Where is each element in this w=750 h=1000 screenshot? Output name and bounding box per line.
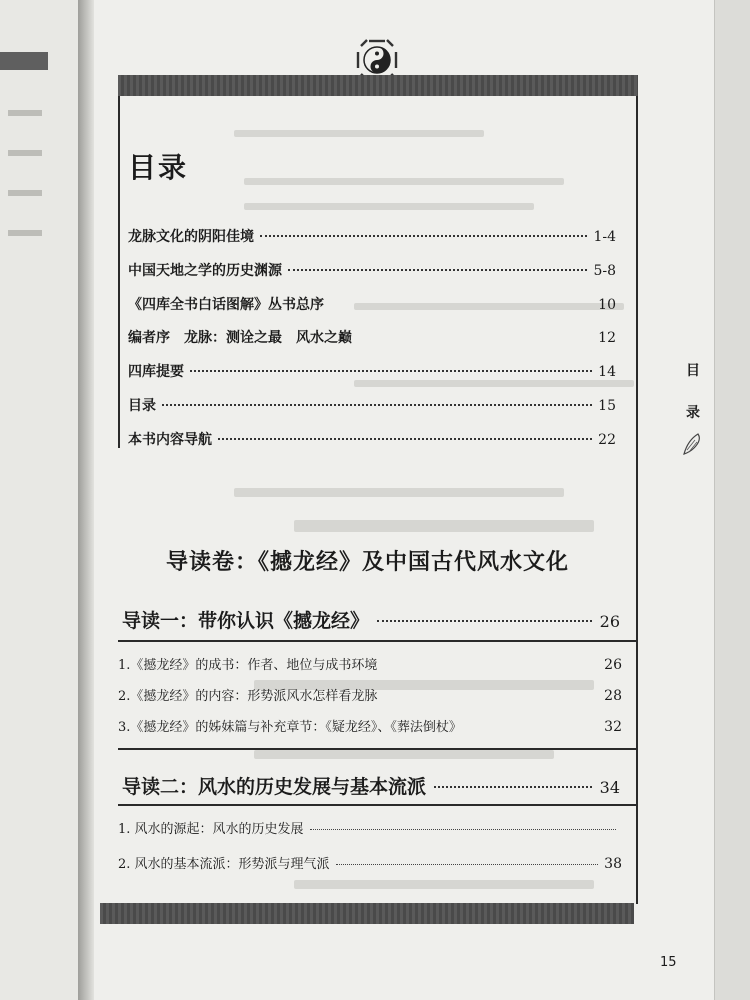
toc-entry-page: 10 [598,297,616,313]
left-page-edge [0,0,79,1000]
section-page: 28 [604,688,622,704]
chapter-rule [118,748,636,750]
toc-entry-title: 本书内容导航 [128,432,212,448]
section-entry [118,716,622,735]
chapter-entry [122,772,620,799]
section-title: 1.《撼龙经》的成书：作者、地位与成书环境 [118,658,378,673]
fish-ornament-icon [680,430,704,460]
toc-entry-title: 四库提要 [128,364,184,380]
toc-entry [128,260,616,282]
chapter-rule [118,804,636,806]
side-tab-char: 录 [686,405,700,421]
next-page-edge [714,0,750,1000]
chapter-page: 26 [599,612,620,631]
toc-entry-title: 龙脉文化的阴阳佳境 [128,229,254,245]
section-title: 2. 风水的基本流派：形势派与理气派 [118,857,330,872]
toc-entry [128,294,616,316]
footer-bar [100,903,634,924]
toc-entry-page: 12 [598,330,616,346]
section-title: 1. 风水的源起：风水的历史发展 [118,822,304,837]
toc-entry-page: 22 [598,432,616,448]
section-page: 38 [604,856,622,872]
section-entry [118,853,622,872]
left-page-ghost-text [8,190,42,196]
section-entry [118,685,622,704]
header-bar [118,75,638,96]
toc-entry-title: 《四库全书白话图解》丛书总序 [128,297,324,313]
section-entry [118,818,622,837]
left-page-ghost-text [8,110,42,116]
toc-entry-title: 编者序 龙脉：测诠之最 风水之巅 [128,330,352,346]
toc-heading: 目录 [128,151,189,184]
section-page: 32 [604,719,622,735]
section-title: 2.《撼龙经》的内容：形势派风水怎样看龙脉 [118,689,378,704]
toc-entry-page: 14 [598,364,616,380]
frame-left-rule [118,96,120,448]
volume-heading: 导读卷：《撼龙经》及中国古代风水文化 [166,550,570,575]
toc-entry [128,226,616,248]
chapter-entry [122,606,620,633]
toc-entry [128,395,616,417]
section-title: 3.《撼龙经》的姊妹篇与补充章节：《疑龙经》、《葬法倒杖》 [118,720,462,735]
toc-entry-page: 5-8 [593,263,616,279]
frame-right-rule [636,96,638,904]
left-page-ghost-text [8,230,42,236]
chapter-page: 34 [599,778,620,797]
toc-entry-title: 中国天地之学的历史渊源 [128,263,282,279]
chapter-title: 导读一：带你认识《撼龙经》 [122,610,370,632]
toc-entry-page: 1-4 [593,229,616,245]
section-page: 26 [604,657,622,673]
left-page-header-bar [0,52,48,70]
side-tab-char: 目 [686,363,700,379]
page-number: 15 [660,955,677,970]
section-entry [118,654,622,673]
chapter-title: 导读二：风水的历史发展与基本流派 [122,776,427,798]
toc-entry-page: 15 [598,398,616,414]
left-page-ghost-text [8,150,42,156]
toc-entry [128,429,616,451]
chapter-rule [118,640,636,642]
toc-entry [128,361,616,383]
toc-entry-title: 目录 [128,398,156,414]
toc-entry [128,327,616,349]
book-gutter [78,0,94,1000]
